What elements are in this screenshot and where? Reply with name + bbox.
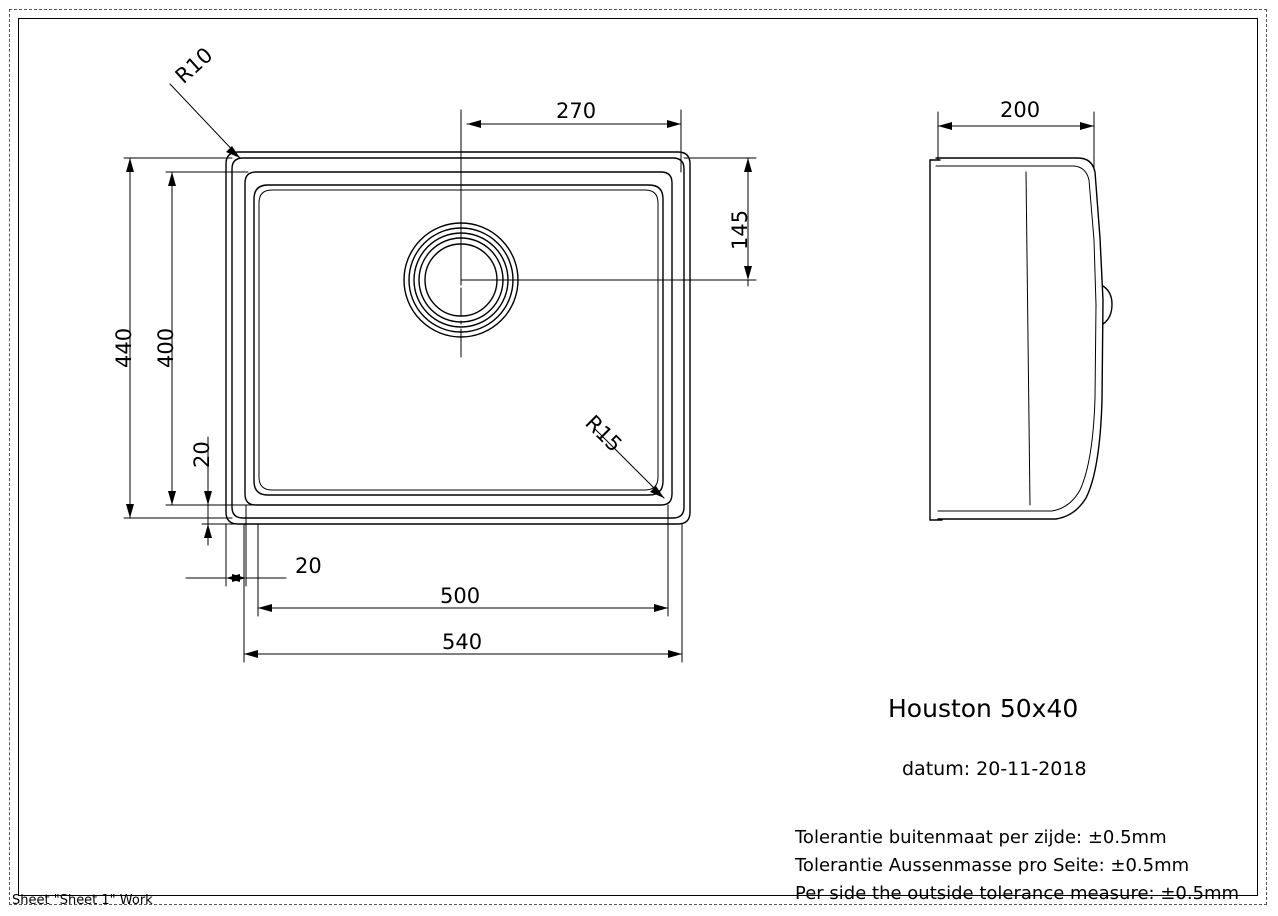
dim-label-20-vertical: 20	[190, 441, 214, 468]
sheet-footer-label: Sheet "Sheet 1" Work	[12, 893, 153, 908]
tolerance-note-en: Per side the outside tolerance measure: ±0.5mm	[795, 883, 1240, 904]
dim-label-145: 145	[728, 209, 752, 250]
product-title: Houston 50x40	[888, 694, 1079, 723]
top-view-dimension-lines	[124, 84, 756, 662]
dim-label-270: 270	[556, 99, 597, 123]
dim-label-20-horizontal: 20	[295, 554, 322, 578]
dim-label-440: 440	[112, 327, 136, 368]
dim-label-r10: R10	[170, 42, 218, 89]
tolerance-note-nl: Tolerantie buitenmaat per zijde: ±0.5mm	[795, 827, 1167, 848]
product-date: datum: 20-11-2018	[902, 758, 1087, 780]
dim-label-400: 400	[154, 327, 178, 368]
dim-label-500: 500	[440, 584, 481, 608]
dim-label-r15: R15	[580, 410, 627, 457]
dim-label-200: 200	[1000, 98, 1041, 122]
top-view-sink-outline	[226, 152, 690, 524]
side-view-sink-outline	[930, 158, 1112, 520]
tolerance-note-de: Tolerantie Aussenmasse pro Seite: ±0.5mm	[795, 855, 1190, 876]
dim-label-540: 540	[442, 630, 483, 654]
